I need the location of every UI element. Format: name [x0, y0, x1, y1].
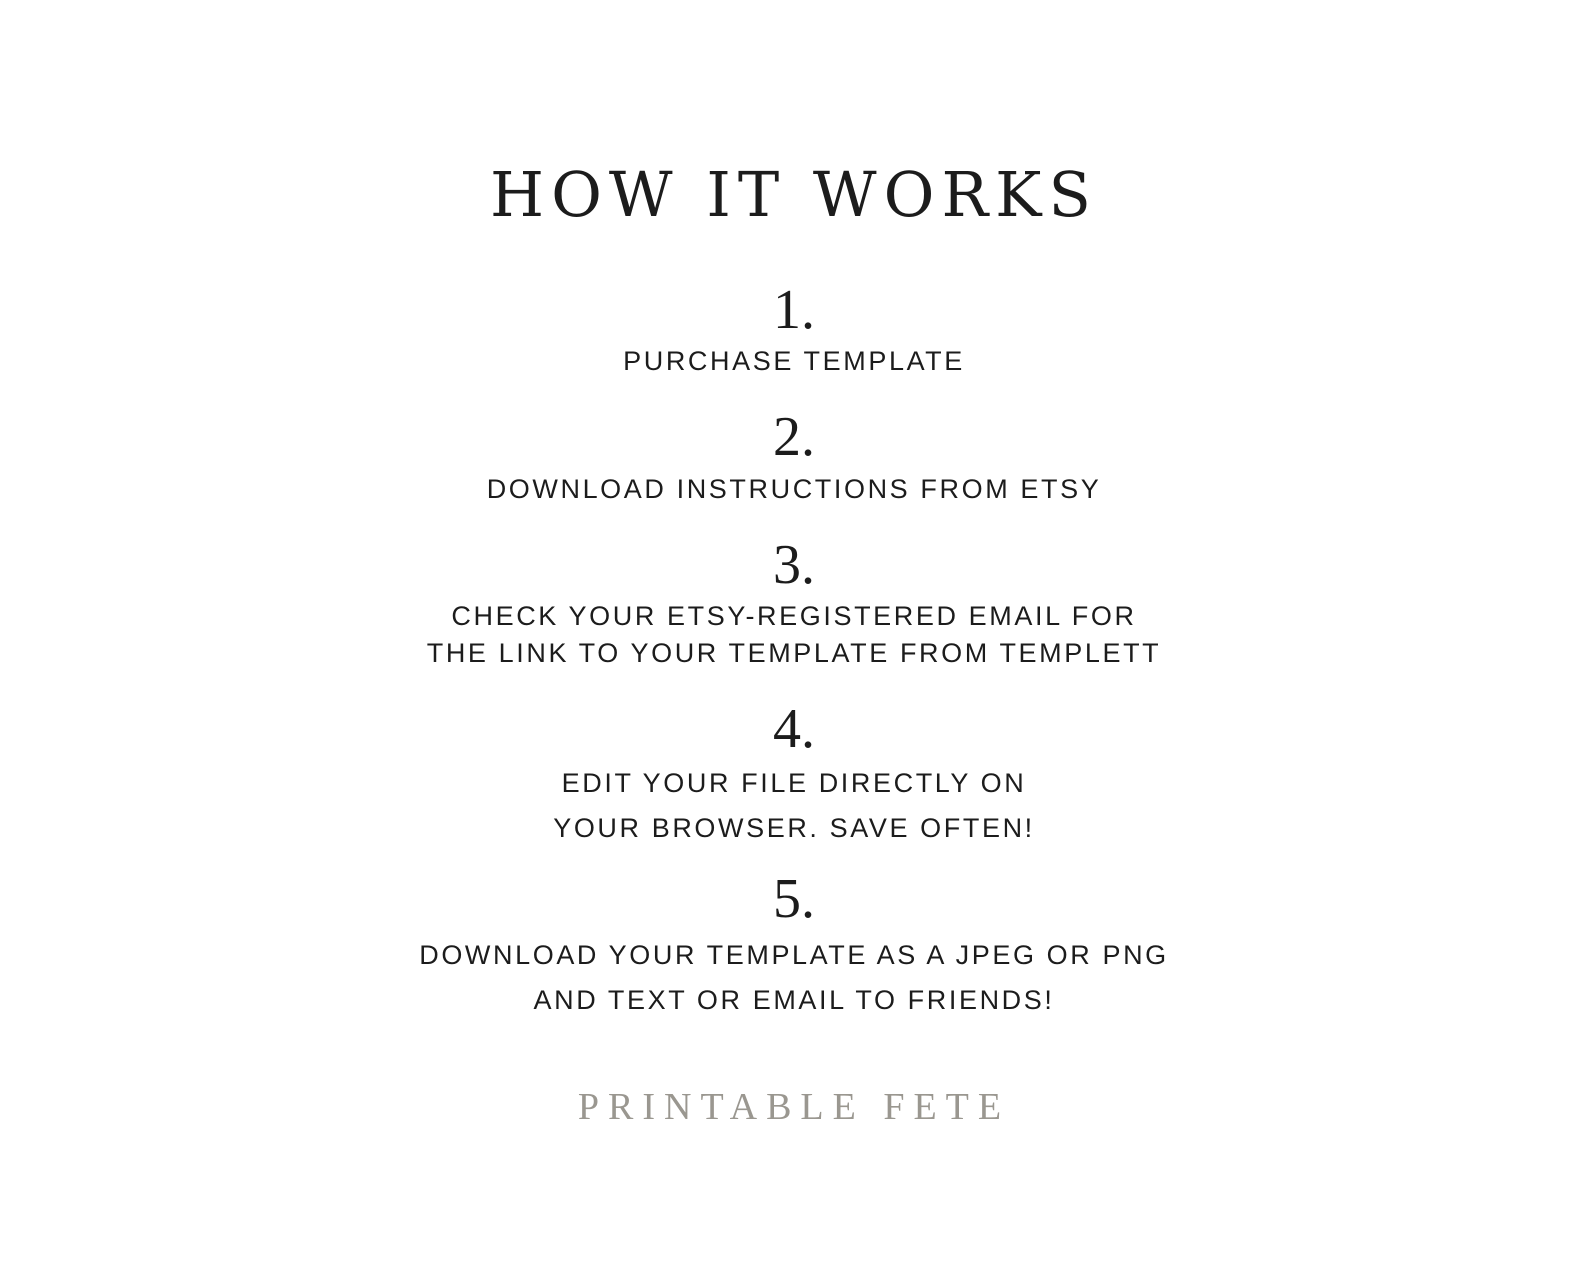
step-1-line-1: PURCHASE TEMPLATE	[623, 346, 965, 376]
step-2-number: 2.	[773, 406, 815, 468]
step-5-text	[0, 933, 1588, 1023]
step-4-line-2: YOUR BROWSER. SAVE OFTEN!	[553, 813, 1035, 843]
step-1-number: 1.	[773, 279, 815, 341]
step-2-line-1: DOWNLOAD INSTRUCTIONS FROM ETSY	[486, 474, 1102, 504]
step-5-line-2: AND TEXT OR EMAIL TO FRIENDS!	[533, 985, 1055, 1015]
step-4-number: 4.	[773, 698, 815, 760]
step-1-text	[0, 343, 1588, 379]
step-5-line-1: DOWNLOAD YOUR TEMPLATE AS A JPEG OR PNG	[419, 940, 1169, 970]
step-3-line-2: THE LINK TO YOUR TEMPLATE FROM TEMPLETT	[426, 638, 1162, 668]
step-3-text	[0, 598, 1588, 672]
step-5-number: 5.	[773, 868, 815, 930]
step-4-text	[0, 761, 1588, 851]
step-4-line-1: EDIT YOUR FILE DIRECTLY ON	[561, 768, 1027, 798]
step-3-number: 3.	[773, 534, 815, 596]
page-title: HOW IT WORKS	[490, 158, 1098, 231]
brand-name: PRINTABLE FETE	[577, 1086, 1011, 1128]
step-2-text	[0, 471, 1588, 507]
step-3-line-1: CHECK YOUR ETSY-REGISTERED EMAIL FOR	[451, 601, 1137, 631]
